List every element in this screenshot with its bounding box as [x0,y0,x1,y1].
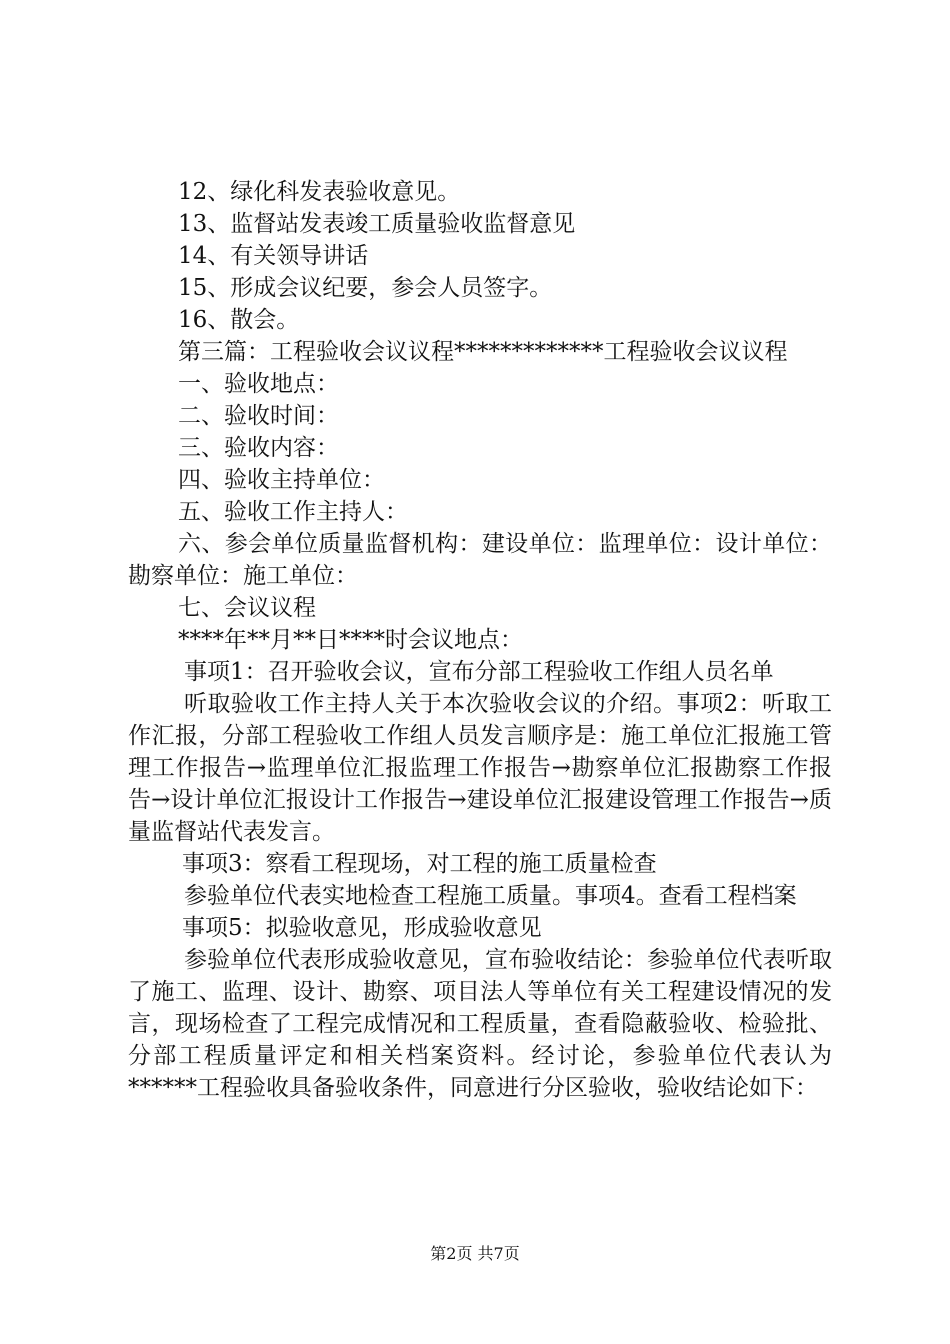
matter-5: 事项5：拟验收意见，形成验收意见 [182,915,542,941]
agenda-item-content: 三、验收内容： [178,435,339,461]
matter-2-paragraph: 听取验收工作主持人关于本次验收会议的介绍。事项2：听取工作汇报，分部工程验收工作组人员发言顺序是：施工单位汇报施工管理工作报告→监理单位汇报监理工作报告→勘察单位汇报勘察工作报告→设计单位汇报设计工作报告→建设单位汇报建设管理工作报告→质量监督站代表发言。 [128,691,832,845]
document-body [128,176,832,1104]
agenda-item-participants: 六、参会单位质量监督机构：建设单位：监理单位：设计单位：勘察单位：施工单位： [128,531,832,589]
conclusion-paragraph: 参验单位代表形成验收意见，宣布验收结论：参验单位代表听取了施工、监理、设计、勘察、项目法人等单位有关工程建设情况的发言，现场检查了工程完成情况和工程质量，查看隐蔽验收、检验批、分部工程质量评定和相关档案资料。经讨论，参验单位代表认为******工程验收具备验收条件，同意进行分区验收，验收结论如下： [128,947,832,1101]
agenda-item-host-unit: 四、验收主持单位： [178,467,385,493]
meeting-datetime-line: ****年**月**日****时会议地点： [178,627,523,653]
matter-1: 事项1：召开验收会议，宣布分部工程验收工作组人员名单 [184,659,774,685]
agenda-item-host-person: 五、验收工作主持人： [178,499,408,525]
section-heading: 第三篇：工程验收会议议程*************工程验收会议议程 [178,339,788,365]
paragraph-item-12: 12、绿化科发表验收意见。 [178,179,461,205]
agenda-item-schedule: 七、会议议程 [178,595,316,621]
paragraph-item-16: 16、散会。 [178,307,300,333]
agenda-item-time: 二、验收时间： [178,403,339,429]
page-number-footer: 第2页 共7页 [430,1244,520,1263]
matter-3: 事项3：察看工程现场，对工程的施工质量检查 [182,851,657,877]
matter-4-paragraph: 参验单位代表实地检查工程施工质量。事项4。查看工程档案 [184,883,797,909]
paragraph-item-15: 15、形成会议纪要，参会人员签字。 [178,275,553,301]
agenda-item-location: 一、验收地点： [178,371,339,397]
paragraph-item-13: 13、监督站发表竣工质量验收监督意见 [178,211,576,237]
paragraph-item-14: 14、有关领导讲话 [178,243,369,269]
